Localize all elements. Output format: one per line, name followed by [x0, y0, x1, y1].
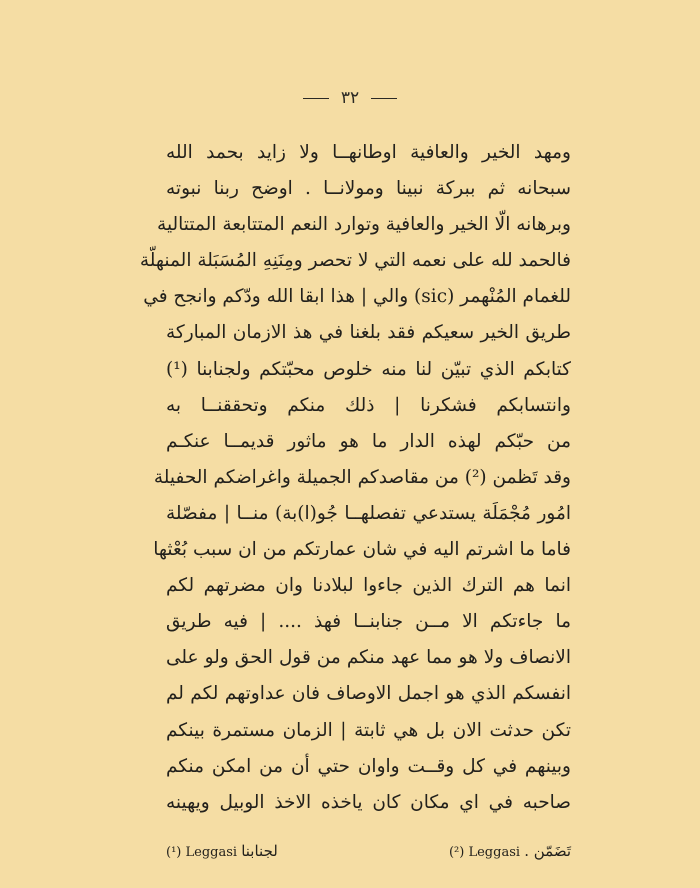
- text-line: انما هم الترك الذين جاءوا لبلادنا وان مضرتهم لكم: [166, 575, 571, 597]
- text-line: وقد تَظمن (²) من مقاصدكم الجميلة واغراضكم الحفيلة: [153, 466, 571, 488]
- footnotes: [166, 842, 571, 860]
- text-line: انفسكم الذي هو اجمل الاوصاف فان عداوتهم لكم لم: [166, 683, 571, 705]
- footnote-2-arabic: تَضَمّن .: [524, 842, 571, 860]
- footnote-1-mark: (¹): [166, 845, 182, 860]
- text-line: فالحمد لله على نعمه التي لا تحصر ومِنَنِهِ المُسَبَلة المنهلّة: [139, 250, 571, 272]
- footnote-2-mark: (²): [448, 845, 465, 860]
- arabic-text-body: [139, 135, 571, 821]
- text-line: ما جاءتكم الا مــن جنابنــا فهذ .... | فيه طريق: [166, 611, 571, 633]
- text-line: الانصاف ولا هو مما عهد منكم من قول الحق ولو على: [166, 647, 571, 669]
- text-line: تكن حدثت الان بل هي ثابتة | الزمان مستمرة بينكم: [166, 719, 571, 741]
- footnote-2: [449, 842, 571, 860]
- text-line: سبحانه ثم ببركة نبينا ومولانــا . اوضح ربنا نبوته: [166, 178, 571, 200]
- text-line: وبرهانه الّا الخير والعافية وتوارد النعم المتتابعة المتتالية: [157, 214, 571, 236]
- text-line: كتابكم الذي تبيّن لنا منه خلوص محبّتكم ولجنابنا (¹): [166, 358, 571, 380]
- text-line: ومهد الخير والعافية اوطانهــا ولا زايد بحمد الله: [166, 142, 571, 163]
- footnote-1-arabic: لجنابنا: [241, 842, 278, 860]
- text-line: من حبّكم لهذه الدار ما هو ماثور قديمــا عنكـم: [166, 430, 571, 452]
- footnote-2-label: Leggasi: [468, 845, 521, 860]
- footnote-1: [166, 842, 278, 860]
- text-line: للغمام المُنْهمر (sic) والي | هذا ابقا الله ودّكم وانجح في: [143, 286, 571, 308]
- page-number-left-dash: [303, 98, 329, 99]
- text-line: وبينهم في كل وقــت واوان حتي أن من امكن منكم: [166, 755, 571, 777]
- text-line: طريق الخير سعيكم فقد بلغنا في هذ الازمان المباركة: [166, 322, 571, 344]
- page-number: [0, 88, 700, 108]
- text-line: صاحبه في اي مكان كان ياخذه الاخذ الوبيل ويهينه: [166, 791, 571, 813]
- text-line: وانتسابكم فشكرنا | ذلك منكم وتحققنــا به: [166, 394, 571, 416]
- footnote-1-label: Leggasi: [185, 845, 238, 860]
- text-line: امُور مُجْمَلَة يستدعي تفصلهــا جُو(ا)بة) منــا | مفصّلة: [166, 502, 571, 524]
- page-number-value: ٣٢: [340, 88, 360, 108]
- page-number-right-dash: [371, 98, 397, 99]
- text-line: فاما ما اشرتم اليه في شان عمارتكم من ان سبب بُعْثها: [153, 539, 571, 561]
